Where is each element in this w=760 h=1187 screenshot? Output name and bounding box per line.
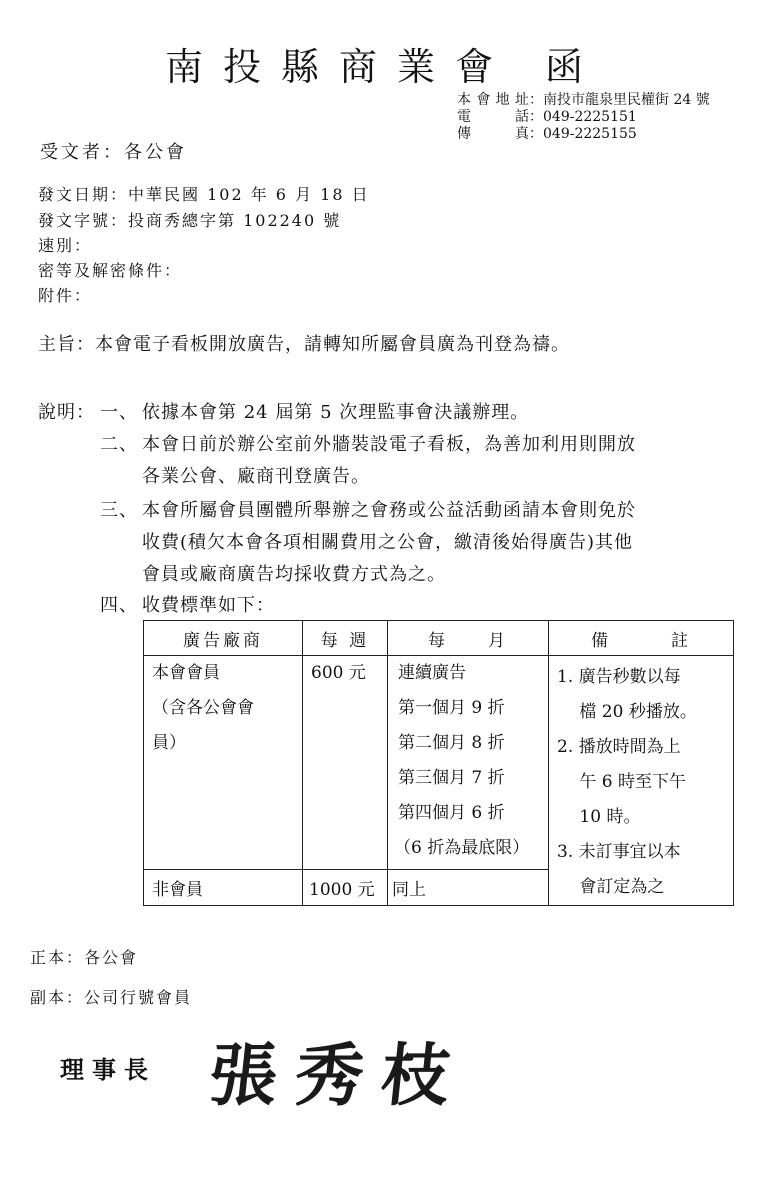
issue-date: 發文日期：中華民國 102 年 6 月 18 日 <box>38 185 370 204</box>
header-notes: 備 註 <box>549 621 734 656</box>
doc-number: 發文字號：投商秀總字第 102240 號 <box>38 211 342 230</box>
contact-block <box>457 92 710 143</box>
urgency: 速別： <box>38 236 93 255</box>
contact-fax: 傳 真：049-2225155 <box>457 126 637 142</box>
monthly-nonmember: 同上 <box>388 869 549 905</box>
copy-recipient: 副本：公司行號會員 <box>30 988 193 1007</box>
document-type: 函 <box>545 45 584 89</box>
weekly-member: 600 元 <box>303 656 388 870</box>
item-3-line: 本會所屬會員團體所舉辦之會務或公益活動函請本會則免於 <box>142 500 636 521</box>
subject: 主旨：本會電子看板開放廣告，請轉知所屬會員廣為刊登為禱。 <box>38 334 570 355</box>
item-2-num: 二、 <box>100 434 138 455</box>
original-recipient: 正本：各公會 <box>30 948 139 967</box>
header-vendor: 廣告廠商 <box>144 621 303 656</box>
header-weekly: 每 週 <box>303 621 388 656</box>
notes-cell: 1. 廣告秒數以每 檔 20 秒播放。 2. 播放時間為上 午 6 時至下午 10 時。 3. 未訂事宜以本 會訂定為之 <box>549 656 734 906</box>
vendor-member: 本會會員 （含各公會會 員） <box>144 656 303 870</box>
item-3-line: 會員或廠商廣告均採收費方式為之。 <box>142 564 446 585</box>
item-3-num: 三、 <box>100 500 138 521</box>
contact-phone: 電 話：049-2225151 <box>457 109 637 125</box>
recipient: 受文者：各公會 <box>40 142 187 163</box>
document-title: 南投縣商業會 <box>165 45 514 89</box>
monthly-member: 連續廣告 第一個月 9 折 第二個月 8 折 第三個月 7 折 第四個月 6 折 （6 折為最底限） <box>388 656 549 870</box>
explanation-label: 說明： <box>38 402 95 423</box>
contact-address: 本會地址：南投市龍泉里民權街 24 號 <box>457 92 710 108</box>
item-2-line: 本會日前於辦公室前外牆裝設電子看板，為善加利用則開放 <box>142 434 636 455</box>
item-1-num: 一、 <box>100 402 138 423</box>
item-2-line: 各業公會、廠商刊登廣告。 <box>142 466 370 487</box>
fee-table-header <box>144 621 734 656</box>
table-row-member <box>144 656 734 870</box>
vendor-nonmember: 非會員 <box>144 869 303 905</box>
item-3-line: 收費(積欠本會各項相關費用之公會，繳清後始得廣告)其他 <box>142 532 634 553</box>
item-4-line: 收費標準如下： <box>142 595 275 616</box>
header-monthly: 每 月 <box>388 621 549 656</box>
item-4-num: 四、 <box>100 595 138 616</box>
signature-seal: 張秀枝 <box>205 1036 472 1116</box>
fee-table <box>143 620 734 906</box>
signatory-title: 理事長 <box>60 1055 156 1084</box>
classification: 密等及解密條件： <box>38 261 183 280</box>
item-1-line: 依據本會第 24 屆第 5 次理監事會決議辦理。 <box>142 402 530 423</box>
attachments: 附件： <box>38 286 93 305</box>
weekly-nonmember: 1000 元 <box>303 869 388 905</box>
